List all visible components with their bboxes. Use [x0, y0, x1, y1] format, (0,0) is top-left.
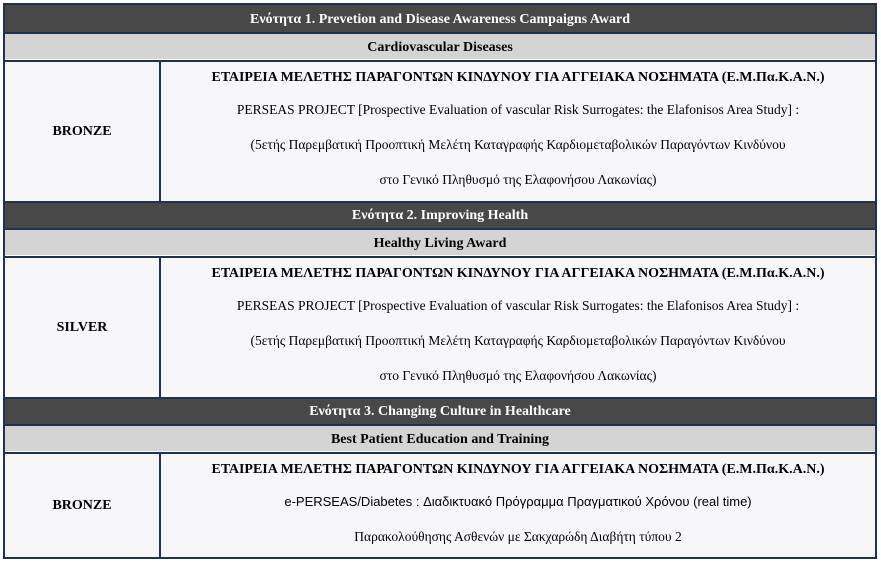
category-title: Healthy Living Award: [5, 228, 875, 258]
project-line: PERSEAS PROJECT [Prospective Evaluation of vascular Risk Surrogates: the Elafonisos Area Study] :: [236, 298, 800, 313]
project-line: Παρακολούθησης Ασθενών με Σακχαρώδη Διαβήτη τύπου 2: [354, 529, 682, 544]
award-row: [5, 62, 875, 201]
category-title: Cardiovascular Diseases: [5, 32, 875, 62]
award-content: [161, 62, 875, 201]
project-line: στο Γενικό Πληθυσμό της Ελαφονήσου Λακωνίας): [379, 172, 657, 187]
project-line: e-PERSEAS/Diabetes : Διαδικτυακό Πρόγραμμα Πραγματικού Χρόνου (real time): [284, 494, 752, 509]
section-title: Ενότητα 2. Improving Health: [5, 201, 875, 228]
project-line: στο Γενικό Πληθυσμό της Ελαφονήσου Λακωνίας): [379, 368, 657, 383]
award-level: BRONZE: [5, 62, 161, 201]
award-level: BRONZE: [5, 454, 161, 557]
award-level: SILVER: [5, 258, 161, 397]
project-line: (5ετής Παρεμβατική Προοπτική Μελέτη Καταγραφής Καρδιομεταβολικών Παραγόντων Κινδύνου: [250, 333, 786, 348]
award-content: [161, 258, 875, 397]
section-title: Ενότητα 1. Prevetion and Disease Awareness Campaigns Award: [5, 5, 875, 32]
award-row: [5, 258, 875, 397]
organization-name: ΕΤΑΙΡΕΙΑ ΜΕΛΕΤΗΣ ΠΑΡΑΓΟΝΤΩΝ ΚΙΝΔΥΝΟΥ ΓΙΑ ΑΓΓΕΙΑΚΑ ΝΟΣΗΜΑΤΑ (Ε.Μ.Πα.Κ.Α.Ν.): [211, 462, 825, 477]
organization-name: ΕΤΑΙΡΕΙΑ ΜΕΛΕΤΗΣ ΠΑΡΑΓΟΝΤΩΝ ΚΙΝΔΥΝΟΥ ΓΙΑ ΑΓΓΕΙΑΚΑ ΝΟΣΗΜΑΤΑ (Ε.Μ.Πα.Κ.Α.Ν.): [211, 266, 825, 281]
project-line: PERSEAS PROJECT [Prospective Evaluation of vascular Risk Surrogates: the Elafonisos Area Study] :: [236, 102, 800, 117]
award-row: [5, 454, 875, 557]
organization-name: ΕΤΑΙΡΕΙΑ ΜΕΛΕΤΗΣ ΠΑΡΑΓΟΝΤΩΝ ΚΙΝΔΥΝΟΥ ΓΙΑ ΑΓΓΕΙΑΚΑ ΝΟΣΗΜΑΤΑ (Ε.Μ.Πα.Κ.Α.Ν.): [211, 70, 825, 85]
category-title: Best Patient Education and Training: [5, 424, 875, 454]
awards-table: [3, 3, 877, 559]
award-content: [161, 454, 875, 557]
project-line: (5ετής Παρεμβατική Προοπτική Μελέτη Καταγραφής Καρδιομεταβολικών Παραγόντων Κινδύνου: [250, 137, 786, 152]
section-title: Ενότητα 3. Changing Culture in Healthcare: [5, 397, 875, 424]
